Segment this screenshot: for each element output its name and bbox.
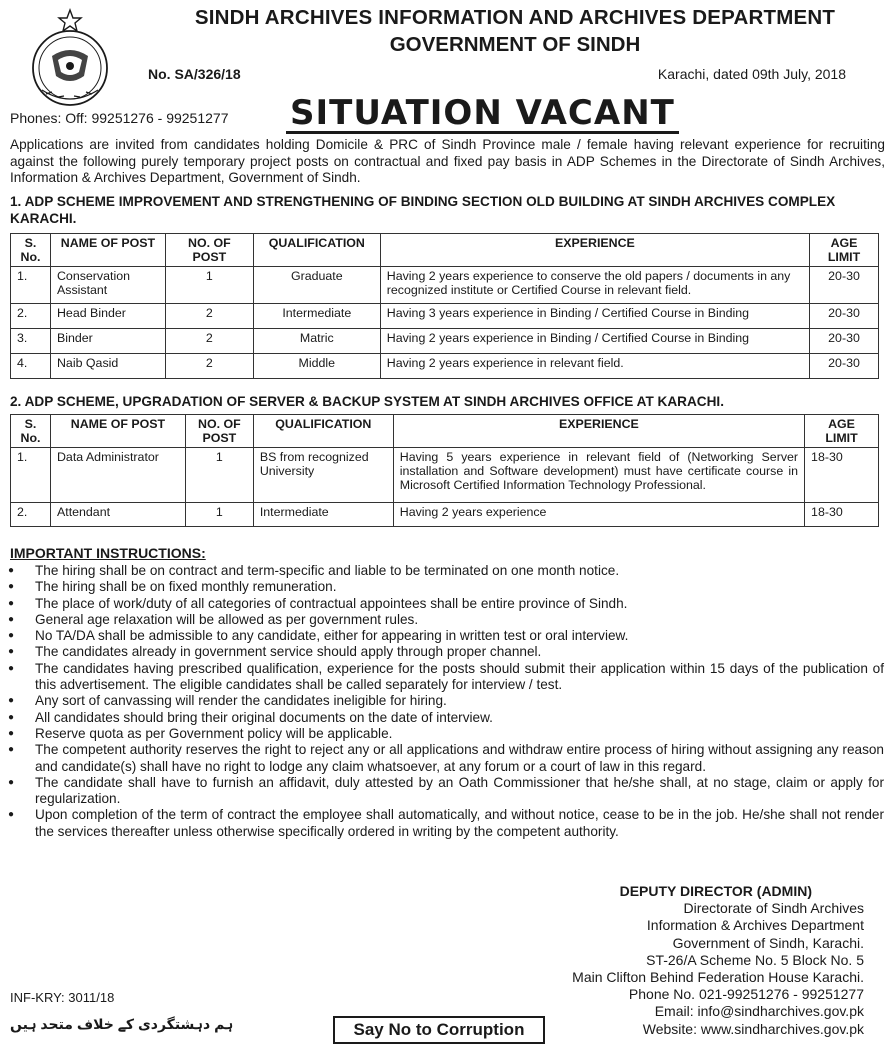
cell-experience: Having 2 years experience to conserve the old papers / documents in any recognized institute or Certified Course in relevant field. xyxy=(380,267,809,304)
cell-age: 18-30 xyxy=(805,448,879,503)
list-item: ● The candidate shall have to furnish an affidavit, duly attested by an Oath Commissioner that he/she shall, at no stage, claim or apply for regularization. xyxy=(8,775,884,808)
cell-count: 1 xyxy=(165,267,253,304)
cell-experience: Having 3 years experience in Binding / Certified Course in Binding xyxy=(380,304,809,329)
list-item: ● The competent authority reserves the right to reject any or all applications and withdraw entire process of hiring without assigning any reason and candidate(s) shall have no right to lodge any claim whatsoever, at any forum or a court of law in this regard. xyxy=(8,742,884,775)
instructions-heading: IMPORTANT INSTRUCTIONS: xyxy=(10,545,206,561)
address-line: Government of Sindh, Karachi. xyxy=(672,934,864,951)
list-item: ● Upon completion of the term of contract the employee shall automatically, and without notice, cease to be in the job. He/she shall not render the services thereafter unless otherwise specifically ordered in writing by the competent authority. xyxy=(8,807,884,840)
address-line: Information & Archives Department xyxy=(646,917,864,934)
list-item: ● No TA/DA shall be admissible to any candidate, either for appearing in written test or oral interview. xyxy=(8,628,884,644)
department-title: SINDH ARCHIVES INFORMATION AND ARCHIVES DEPARTMENT xyxy=(194,6,836,29)
cell-count: 2 xyxy=(165,329,253,354)
list-item: ● General age relaxation will be allowed as per government rules. xyxy=(8,612,884,628)
table-row xyxy=(11,448,879,503)
signature-block xyxy=(534,883,864,1038)
cell-post: Binder xyxy=(50,329,165,354)
list-item: ● The candidates having prescribed qualification, experience for the posts should submit their application within 15 days of the publication of this advertisement. The eligible candidates shall be called separately for interview / test. xyxy=(8,661,884,694)
cell-sno: 1. xyxy=(11,267,51,304)
table-row xyxy=(11,354,879,379)
column-header: EXPERIENCE xyxy=(393,415,804,448)
cell-age: 20-30 xyxy=(810,329,879,354)
contact-phone: Phone No. 021-99251276 - 99251277 xyxy=(628,986,864,1003)
column-header: NAME OF POST xyxy=(50,234,165,267)
cell-experience: Having 2 years experience in Binding / Certified Course in Binding xyxy=(380,329,809,354)
issue-date: Karachi, dated 09th July, 2018 xyxy=(657,66,846,82)
cell-experience: Having 5 years experience in relevant field of (Networking Server installation and Software development) must have certificate course in Microsoft Certified Information Technology Professional. xyxy=(393,448,804,503)
column-header: AGE LIMIT xyxy=(805,415,879,448)
section-1-title: 1. ADP SCHEME IMPROVEMENT AND STRENGTHENING OF BINDING SECTION OLD BUILDING AT SINDH ARCHIVES COMPLEX KARACHI. xyxy=(10,194,836,226)
cell-sno: 2. xyxy=(11,304,51,329)
column-header: AGE LIMIT xyxy=(810,234,879,267)
cell-count: 2 xyxy=(165,304,253,329)
cell-age: 20-30 xyxy=(810,267,879,304)
cell-sno: 1. xyxy=(11,448,51,503)
cell-post: Conservation Assistant xyxy=(50,267,165,304)
column-header: S. No. xyxy=(11,234,51,267)
cell-post: Attendant xyxy=(50,503,185,527)
column-header: NO. OF POST xyxy=(185,415,253,448)
column-header: QUALIFICATION xyxy=(253,234,380,267)
contact-email: Email: info@sindharchives.gov.pk xyxy=(654,1003,864,1020)
signatory-designation: DEPUTY DIRECTOR (ADMIN) xyxy=(619,883,812,899)
government-title: GOVERNMENT OF SINDH xyxy=(389,33,641,56)
cell-count: 1 xyxy=(185,503,253,527)
list-item: ● The place of work/duty of all categories of contractual appointees shall be entire province of Sindh. xyxy=(8,596,884,612)
table-row xyxy=(11,267,879,304)
address-line: ST-26/A Scheme No. 5 Block No. 5 xyxy=(646,951,864,968)
list-item: ● Reserve quota as per Government policy will be applicable. xyxy=(8,726,884,742)
cell-age: 20-30 xyxy=(810,304,879,329)
contact-website: Website: www.sindharchives.gov.pk xyxy=(642,1020,864,1037)
list-item: ● All candidates should bring their original documents on the date of interview. xyxy=(8,710,884,726)
section-2-table xyxy=(10,414,879,527)
cell-sno: 2. xyxy=(11,503,51,527)
address-line: Main Clifton Behind Federation House Karachi. xyxy=(572,969,864,986)
page-title: SITUATION VACANT xyxy=(286,95,679,134)
cell-sno: 4. xyxy=(11,354,51,379)
cell-post: Head Binder xyxy=(50,304,165,329)
cell-count: 1 xyxy=(185,448,253,503)
sindh-government-emblem-icon xyxy=(22,8,118,108)
list-item: ● The hiring shall be on contract and term-specific and liable to be terminated on one month notice. xyxy=(8,563,884,579)
address-line: Directorate of Sindh Archives xyxy=(683,900,864,917)
column-header: EXPERIENCE xyxy=(380,234,809,267)
intro-paragraph: Applications are invited from candidates holding Domicile & PRC of Sindh Province male / female having relevant experience for recruiting against the following purely temporary project posts on contractual and fixed pay basis in ADP Schemes in the Directorate of Sindh Archives, Information & Archives Department, Government of Sindh. xyxy=(10,137,885,185)
cell-qualification: Intermediate xyxy=(253,304,380,329)
column-header: NAME OF POST xyxy=(50,415,185,448)
section-2-title: 2. ADP SCHEME, UPGRADATION OF SERVER & BACKUP SYSTEM AT SINDH ARCHIVES OFFICE AT KARACHI. xyxy=(10,394,724,409)
instructions-list xyxy=(8,563,884,840)
column-header: NO. OF POST xyxy=(165,234,253,267)
list-item: ● The hiring shall be on fixed monthly remuneration. xyxy=(8,579,884,595)
cell-experience: Having 2 years experience in relevant field. xyxy=(380,354,809,379)
inf-kry-code: INF-KRY: 3011/18 xyxy=(10,990,115,1005)
table-row xyxy=(11,329,879,354)
list-item: ● Any sort of canvassing will render the candidates ineligible for hiring. xyxy=(8,693,884,709)
cell-post: Data Administrator xyxy=(50,448,185,503)
section-1-table xyxy=(10,233,879,379)
cell-qualification: Middle xyxy=(253,354,380,379)
table-row xyxy=(11,503,879,527)
anti-corruption-banner: Say No to Corruption xyxy=(333,1016,545,1044)
cell-qualification: Intermediate xyxy=(253,503,393,527)
office-phones: Phones: Off: 99251276 - 99251277 xyxy=(10,110,229,126)
cell-age: 20-30 xyxy=(810,354,879,379)
list-item: ● The candidates already in government service should apply through proper channel. xyxy=(8,644,884,660)
column-header: QUALIFICATION xyxy=(253,415,393,448)
reference-number: No. SA/326/18 xyxy=(148,66,241,82)
table-header-row xyxy=(11,415,879,448)
cell-post: Naib Qasid xyxy=(50,354,165,379)
cell-count: 2 xyxy=(165,354,253,379)
urdu-slogan: ہم دہشتگردی کے خلاف متحد ہیں xyxy=(10,1016,234,1032)
column-header: S. No. xyxy=(11,415,51,448)
cell-qualification: Graduate xyxy=(253,267,380,304)
table-header-row xyxy=(11,234,879,267)
table-row xyxy=(11,304,879,329)
cell-sno: 3. xyxy=(11,329,51,354)
cell-qualification: BS from recognized University xyxy=(253,448,393,503)
cell-age: 18-30 xyxy=(805,503,879,527)
cell-qualification: Matric xyxy=(253,329,380,354)
cell-experience: Having 2 years experience xyxy=(393,503,804,527)
